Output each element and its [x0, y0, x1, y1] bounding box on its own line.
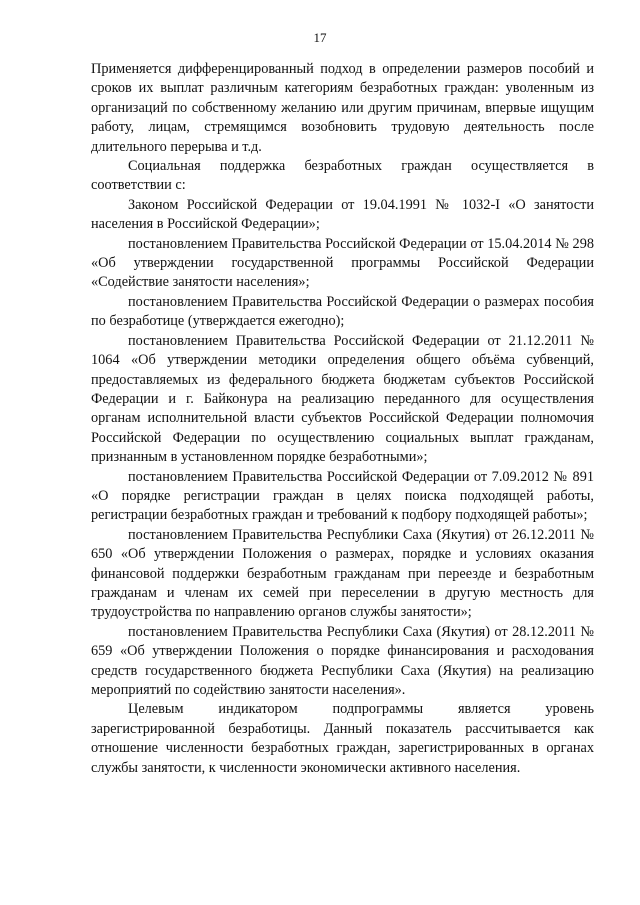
page-number: 17 — [313, 30, 327, 45]
paragraph-differentiated-approach: Применяется дифференцированный подход в определении размеров пособий и сроков их выплат различным категориям безработных граждан: уволенным из организаций по собственному желанию или другим причинам, впервые ищущим работу, лицам, стремящимся возобновить трудовую деятельность после длительного перерыва и т.д. — [91, 61, 594, 155]
paragraph-target-indicator: Целевым индикатором подпрограммы является уровень зарегистрированной безработицы. Данный показатель рассчитывается как отношение численности безработных граждан, зарегистрированных в органах службы занятости, к численности экономически активного населения. — [91, 701, 594, 776]
paragraph-resolution-1064: постановлением Правительства Российской Федерации от 21.12.2011 № 1064 «Об утверждении методики определения общего объёма субвенций, предоставляемых из федерального бюджета бюджетам субъектов Российской Федерации и г. Байконура на реализацию переданного для осуществления органам исполнительной власти субъектов Российской Федерации полномочия Российской Федерации по осуществлению социальных выплат гражданам, признанным в установленном порядке безработными»; — [91, 332, 594, 466]
paragraph-resolution-891: постановлением Правительства Российской Федерации от 7.09.2012 № 891 «О порядке регистрации граждан в целях поиска подходящей работы, регистрации безработных граждан и требований к подбору подходящей работы»; — [91, 468, 594, 524]
paragraph-resolution-benefit-size: постановлением Правительства Российской Федерации о размерах пособия по безработице (утверждается ежегодно); — [91, 293, 594, 330]
paragraph-social-support-intro: Социальная поддержка безработных граждан осуществляется в соответствии с: — [91, 158, 594, 194]
paragraph-resolution-298: постановлением Правительства Российской Федерации от 15.04.2014 № 298 «Об утверждении государственной программы Российской Федерации «Содействие занятости населения»; — [91, 235, 594, 291]
paragraph-resolution-659: постановлением Правительства Республики Саха (Якутия) от 28.12.2011 № 659 «Об утверждении Положения о порядке финансирования и расходования средств государственного бюджета Республики Саха (Якутия) на реализацию мероприятий по содействию занятости населения». — [91, 623, 594, 698]
paragraph-law-1032: Законом Российской Федерации от 19.04.1991 № 1032-I «О занятости населения в Российской Федерации»; — [91, 196, 594, 233]
document-body — [91, 60, 594, 778]
paragraph-resolution-650: постановлением Правительства Республики Саха (Якутия) от 26.12.2011 № 650 «Об утверждении Положения о размерах, порядке и условиях оказания финансовой поддержки безработным гражданам при переезде и безработным гражданам и членам их семей при переселении в другую местность для трудоустройства по направлению органов службы занятости»; — [91, 526, 594, 621]
